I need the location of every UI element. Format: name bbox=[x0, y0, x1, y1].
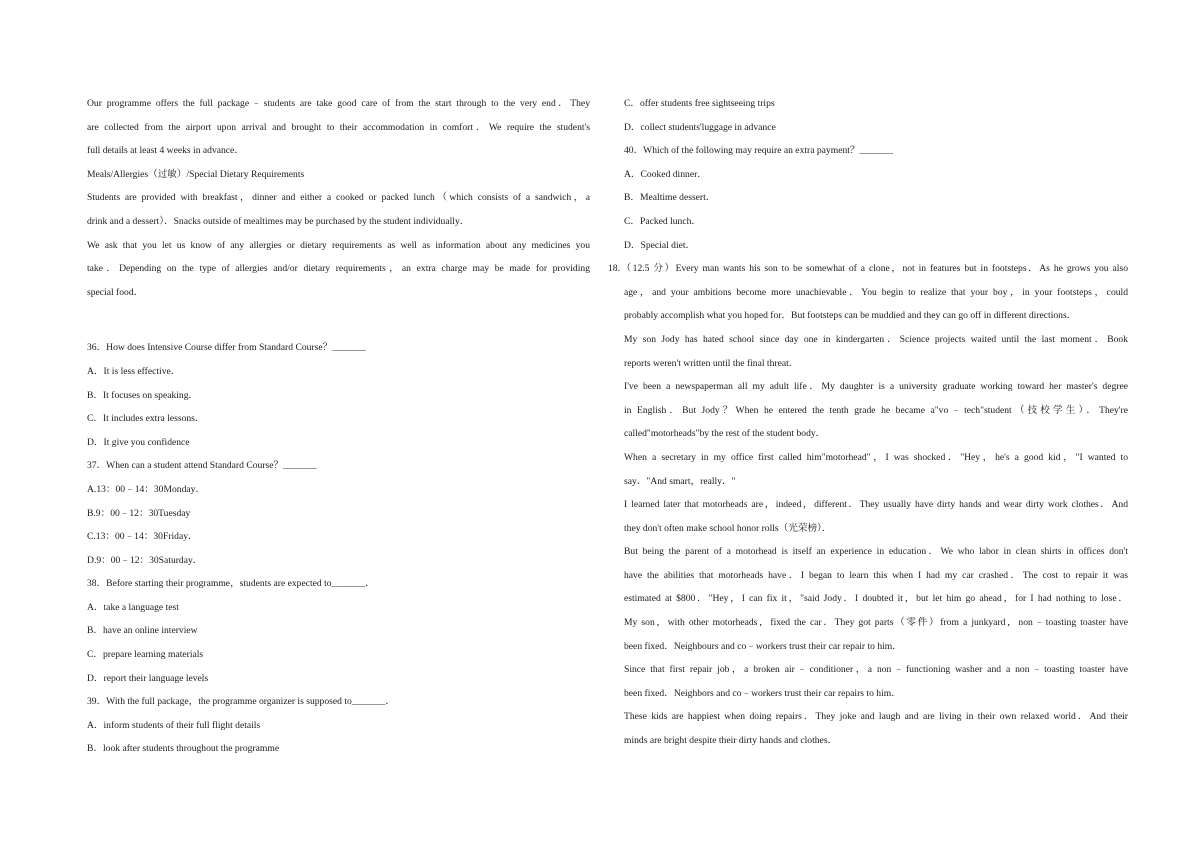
option-d: D．Special diet． bbox=[624, 239, 696, 251]
question-36 bbox=[87, 336, 590, 454]
question-text: 38．Before starting their programme，students are expected to_______． bbox=[87, 578, 375, 590]
option-b: B．have an online interview bbox=[87, 625, 198, 637]
text-line: they don't often make school honor rolls（光荣榜）． bbox=[624, 522, 832, 534]
option-c: C．It includes extra lessons． bbox=[87, 413, 205, 425]
option-b: B.9：00﹣12：30Tuesday bbox=[87, 507, 191, 519]
option-b: B．look after students throughout the programme bbox=[87, 743, 280, 755]
option-a: A．It is less effective． bbox=[87, 365, 181, 377]
question-40 bbox=[624, 139, 1128, 257]
option-a: A.13：00﹣14：30Monday． bbox=[87, 483, 206, 495]
option-d: D．collect students'luggage in advance bbox=[624, 121, 776, 133]
section-heading: Meals/Allergies（过敏）/Special Dietary Requirements bbox=[87, 168, 305, 180]
text-line: been fixed．Neighbors and co﹣workers trust their car repairs to him． bbox=[624, 687, 901, 699]
text-line: I learned later that motorheads are，indeed，different．They usually have dirty hands and wear dirty work clothes．And bbox=[624, 499, 1128, 511]
option-a: A．Cooked dinner． bbox=[624, 168, 707, 180]
text-line: When a secretary in my office first called him"motorhead"，I was shocked．"Hey，he's a good kid，"I wanted to bbox=[624, 451, 1128, 463]
passage-heading-line: 18.（12.5 分）Every man wants his son to be somewhat of a clone，not in features but in footsteps．As he grows you also bbox=[608, 263, 1128, 275]
text-line: I've been a newspaperman all my adult life．My daughter is a university graduate working toward her master's degree bbox=[624, 381, 1128, 393]
question-38 bbox=[87, 572, 590, 690]
right-column bbox=[608, 92, 1128, 753]
question-text: 40．Which of the following may require an extra payment？_______ bbox=[624, 145, 894, 157]
text-line: My son Jody has hated school since day one in kindergarten．Science projects waited until the last moment．Book bbox=[624, 333, 1128, 345]
option-d: D．It give you confidence bbox=[87, 436, 190, 448]
text-line: estimated at $800．"Hey，I can fix it，"said Jody．I doubted it，but let him go ahead，for I had nothing to lose． bbox=[624, 593, 1128, 605]
text-line: been fixed．Neighbours and co﹣workers trust their car repair to him． bbox=[624, 640, 902, 652]
passage-18 bbox=[608, 257, 1128, 752]
question-39 bbox=[87, 690, 590, 761]
option-a: A．inform students of their full flight details bbox=[87, 719, 261, 731]
option-b: B．Mealtime dessert． bbox=[624, 192, 716, 204]
option-c: C．offer students free sightseeing trips bbox=[624, 98, 775, 109]
text-line: take．Depending on the type of allergies and/or dietary requirements，an extra charge may be made for providing bbox=[87, 263, 590, 275]
option-d: D．report their language levels bbox=[87, 672, 209, 684]
question-text: 36．How does Intensive Course differ from Standard Course？_______ bbox=[87, 342, 366, 354]
text-line: full details at least 4 weeks in advance． bbox=[87, 145, 244, 157]
text-line: Our programme offers the full package﹣students are take good care of from the start through to the very end．They bbox=[87, 98, 590, 109]
text-line: Students are provided with breakfast，dinner and either a cooked or packed lunch（which consists of a sandwich，a bbox=[87, 192, 590, 204]
text-line: But being the parent of a motorhead is itself an experience in education．We who labor in clean shirts in offices don't bbox=[624, 546, 1128, 558]
question-37 bbox=[87, 454, 590, 572]
text-line: Since that first repair job，a broken air﹣conditioner，a non﹣functioning washer and a non﹣toasting toaster have bbox=[624, 664, 1128, 676]
left-column bbox=[87, 92, 590, 761]
passage-intro bbox=[87, 92, 590, 304]
option-d: D.9：00﹣12：30Saturday． bbox=[87, 554, 203, 566]
question-text: 37．When can a student attend Standard Course？_______ bbox=[87, 460, 317, 472]
text-line: called"motorheads"by the rest of the student body． bbox=[624, 428, 826, 440]
text-line: special food． bbox=[87, 286, 144, 298]
text-line: My son，with other motorheads，fixed the car．They got parts（零件）from a junkyard，non﹣toasting toaster have bbox=[624, 617, 1128, 629]
question-text: 39．With the full package，the programme organizer is supposed to_______． bbox=[87, 696, 395, 708]
text-line: probably accomplish what you hoped for．But footsteps can be muddied and they can go off in different directions． bbox=[624, 310, 1077, 322]
option-c: C．Packed lunch． bbox=[624, 215, 702, 227]
option-c: C.13：00﹣14：30Friday． bbox=[87, 531, 198, 543]
option-a: A．take a language test bbox=[87, 601, 179, 613]
text-line: are collected from the airport upon arrival and brought to their accommodation in comfort．We require the student's bbox=[87, 121, 590, 133]
text-line: age，and your ambitions become more unachievable．You begin to realize that your boy，in your footsteps，could bbox=[624, 286, 1128, 298]
option-b: B．It focuses on speaking． bbox=[87, 389, 199, 401]
text-line: minds are bright despite their dirty hands and clothes． bbox=[624, 735, 838, 747]
question-39-continued bbox=[624, 92, 1128, 139]
text-line: These kids are happiest when doing repairs．They joke and laugh and are living in their own relaxed world．And their bbox=[624, 711, 1128, 723]
text-line: have the abilities that motorheads have．I began to learn this when I had my car crashed．The cost to repair it was bbox=[624, 569, 1128, 581]
text-line: drink and a dessert）．Snacks outside of mealtimes may be purchased by the student individually． bbox=[87, 215, 470, 227]
text-line: say．"And smart，really．" bbox=[624, 475, 736, 487]
text-line: reports weren't written until the final threat． bbox=[624, 357, 799, 369]
text-line: We ask that you let us know of any allergies or dietary requirements as well as information about any medicines you bbox=[87, 239, 590, 251]
text-line: in English．But Jody？When he entered the tenth grade he became a"vo﹣tech"student（技校学生）．They're bbox=[624, 404, 1128, 416]
option-c: C．prepare learning materials bbox=[87, 649, 204, 661]
